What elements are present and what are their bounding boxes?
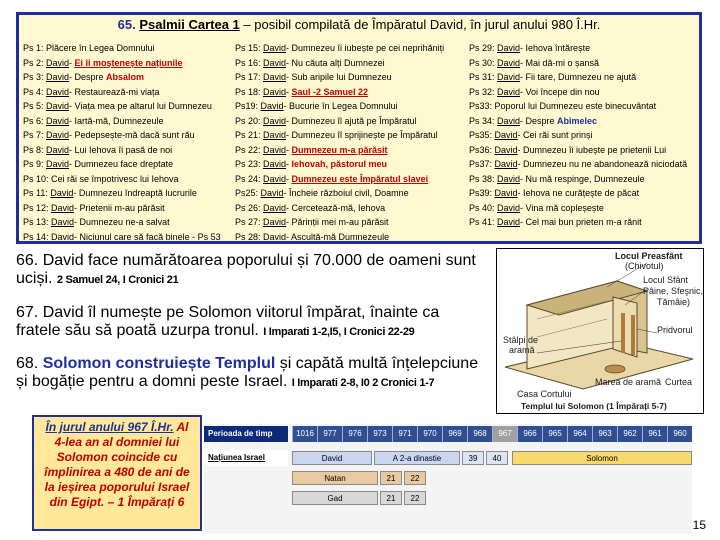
timeline-year: 965	[542, 426, 567, 442]
psalm-author: David	[263, 57, 287, 68]
timeline-row	[204, 490, 692, 506]
timeline-segment: 22	[404, 491, 426, 505]
psalm-author: David	[263, 231, 287, 242]
label-porch: Pridvorul	[657, 325, 693, 335]
psalm-number: Ps 12:	[23, 202, 52, 213]
psalm-number: Ps 17:	[235, 72, 264, 82]
psalm-line	[235, 230, 444, 245]
timeline-year: 970	[417, 426, 442, 442]
psalm-author: David	[46, 101, 70, 111]
label-holy-place: Locul Sfânt	[643, 275, 689, 285]
psalm-number: Ps 28:	[235, 231, 264, 242]
psalm-highlight: Ps 53	[197, 231, 221, 242]
psalm-number: Ps 11:	[23, 188, 51, 198]
psalm-number: Ps 29:	[469, 43, 498, 53]
psalms-title	[19, 17, 699, 32]
point-68-highlight: Solomon construiește Templul	[42, 355, 276, 372]
psalm-author: David	[260, 188, 284, 198]
psalm-line	[469, 99, 687, 114]
psalm-number: Ps 26:	[235, 202, 264, 213]
psalm-line	[23, 172, 221, 187]
psalm-author: David	[263, 144, 287, 155]
psalm-line	[235, 186, 444, 201]
timeline-year: 966	[517, 426, 542, 442]
page-number: 15	[692, 518, 706, 532]
psalm-line	[235, 56, 444, 71]
psalm-number: Ps36:	[469, 144, 495, 155]
psalm-author: David	[46, 144, 70, 155]
psalm-author: David	[263, 86, 287, 97]
label-ark: (Chivotul)	[625, 261, 664, 271]
psalm-line	[235, 70, 444, 85]
timeline-segment: 21	[380, 491, 402, 505]
psalm-desc: - Iartă-mă, Dumnezeule	[69, 115, 164, 126]
psalm-desc: - Despre	[520, 115, 558, 126]
point-67-ref: I Imparati 1-2,I5, I Cronici 22-29	[263, 326, 415, 338]
psalm-line	[469, 157, 687, 172]
psalm-desc: - Dumnezeu îndreaptă lucrurile	[73, 188, 197, 198]
label-bronze: aramă	[509, 345, 535, 355]
psalm-number: Ps 22:	[235, 144, 264, 155]
psalms-column-1	[23, 41, 221, 244]
psalm-author: David	[497, 72, 521, 82]
psalm-desc: - Pedepsește-mă dacă sunt rău	[69, 130, 195, 140]
psalm-author: David	[497, 57, 521, 68]
psalm-line	[23, 41, 221, 56]
psalm-line	[469, 70, 687, 85]
psalm-author: David	[497, 202, 521, 213]
psalm-line	[235, 143, 444, 158]
book-subtitle: – posibil compilată de Împăratul David, în jurul anului 980 Î.Hr.	[243, 17, 601, 32]
psalm-highlight: Abimelec	[557, 115, 598, 126]
psalm-author: David	[46, 57, 70, 68]
psalm-desc: - Dumnezeu îi iubește pe cei neprihăniți	[286, 43, 445, 53]
psalm-number: Ps 34:	[469, 115, 498, 126]
psalm-author: David	[51, 231, 75, 242]
psalm-line	[469, 128, 687, 143]
psalm-number: Ps 8:	[23, 144, 47, 155]
psalm-highlight: Dumnezeu m-a părăsit	[291, 144, 388, 155]
psalm-number: Ps25:	[235, 188, 261, 198]
psalm-number: Ps 6:	[23, 115, 47, 126]
psalm-line	[23, 215, 221, 230]
psalm-author: David	[497, 217, 521, 227]
psalm-desc: - Ascultă-mă Dumnezeule	[286, 231, 390, 242]
timeline-row-label: Națiunea Israel	[204, 450, 288, 466]
psalms-column-3	[469, 41, 687, 230]
psalm-author: David	[263, 217, 287, 227]
psalm-line	[23, 186, 221, 201]
psalm-desc: - Sub aripile lui Dumnezeu	[286, 72, 392, 82]
point-66-text: 66. David face numărătoarea poporului și 70.000 de oameni sunt uciși.	[16, 252, 476, 287]
label-pillars: Stâlpi de	[503, 335, 539, 345]
psalm-author: David	[263, 173, 287, 184]
timeline-segment: A 2-a dinastie	[374, 451, 460, 465]
psalm-desc: - Viața mea pe altarul lui Dumnezeu	[69, 101, 212, 111]
timeline-year: 971	[392, 426, 417, 442]
psalm-number: Ps 41:	[469, 217, 498, 227]
psalm-line	[235, 172, 444, 187]
point-68-ref: I Imparati 2-8, I0 2 Cronici 1-7	[291, 377, 435, 389]
psalm-line	[235, 85, 444, 100]
psalm-desc: -	[286, 159, 292, 169]
point-68-prefix: 68.	[16, 355, 43, 372]
timeline-year: 963	[592, 426, 617, 442]
psalm-line	[469, 172, 687, 187]
psalm-desc: - Încheie războiul civil, Doamne	[283, 188, 409, 198]
timeline-year: 973	[367, 426, 392, 442]
psalm-desc: - Dumnezeu îl ajută pe Împăratul	[286, 115, 417, 126]
psalm-number: Ps33: Poporul lui Dumnezeu este binecuvântat	[469, 101, 657, 111]
temple-diagram	[496, 248, 704, 414]
psalms-column-2	[235, 41, 444, 244]
psalm-desc: - Vina mă copleșește	[520, 202, 604, 213]
psalm-number: Ps 16:	[235, 57, 264, 68]
psalm-author: David	[263, 159, 287, 169]
psalm-desc: - Dumnezeu nu ne abandonează niciodată	[517, 159, 688, 169]
point-68	[16, 355, 488, 392]
psalm-desc: - Cercetează-mă, Iehova	[286, 202, 386, 213]
timeline-year: 977	[317, 426, 342, 442]
psalm-highlight: Saul -2 Samuel 22	[291, 86, 369, 97]
psalm-line	[469, 143, 687, 158]
point-67	[16, 304, 488, 341]
psalm-line	[469, 41, 687, 56]
psalm-author: David	[46, 130, 70, 140]
psalm-line	[23, 157, 221, 172]
psalm-highlight: Iehovah, păstorul meu	[291, 159, 388, 169]
psalm-line	[23, 143, 221, 158]
psalm-author: David	[46, 86, 70, 97]
psalm-author: David	[263, 72, 287, 82]
psalm-desc: - Dumnezeu îi iubește pe prietenii Lui	[517, 144, 667, 155]
timeline-segment: 22	[404, 471, 426, 485]
psalm-desc: -	[286, 173, 292, 184]
psalm-author: David	[494, 159, 518, 169]
psalm-desc: -	[69, 57, 75, 68]
psalm-line	[469, 201, 687, 216]
psalm-desc: - Părinții mei m-au părăsit	[286, 217, 389, 227]
psalm-author: David	[497, 115, 521, 126]
psalm-desc: - Nu căuta alți Dumnezei	[286, 57, 385, 68]
psalm-number: Ps35:	[469, 130, 495, 140]
psalm-line	[23, 114, 221, 129]
timeline-segment: Gad	[292, 491, 378, 505]
timeline-row	[204, 470, 692, 486]
psalm-desc: - Dumnezeu ne-a salvat	[74, 217, 170, 227]
psalm-desc: - Bucurie în Legea Domnului	[283, 101, 398, 111]
psalm-author: David	[494, 188, 518, 198]
psalm-line	[23, 230, 221, 245]
timeline-year: 967	[492, 426, 517, 442]
psalm-desc: - Prietenii m-au părăsit	[74, 202, 165, 213]
psalm-author: David	[497, 43, 521, 53]
psalm-desc: - Iehova ne curățește de păcat	[517, 188, 640, 198]
psalm-desc: - Fii tare, Dumnezeu ne ajută	[520, 72, 637, 82]
label-tent-house: Casa Cortului	[517, 389, 572, 399]
psalm-number: Ps 5:	[23, 101, 47, 111]
psalm-line	[23, 85, 221, 100]
psalm-number: Ps 27:	[235, 217, 264, 227]
psalm-number: Ps 15:	[235, 43, 264, 53]
psalm-line	[469, 215, 687, 230]
psalm-number: Ps 1: Plăcere în Legea Domnului	[23, 43, 155, 53]
psalm-desc: - Cel mai bun prieten m-a rănit	[520, 217, 642, 227]
psalm-line	[469, 114, 687, 129]
point-67-text: 67. David îl numește pe Solomon viitorul împărat, înainte ca fratele său să poată uzurpa tronul.	[16, 304, 440, 339]
temple-caption: Templul lui Solomon (1 Împărați 5-7)	[521, 401, 667, 411]
psalms-summary-box	[16, 12, 702, 244]
point-66	[16, 252, 488, 289]
timeline-row	[204, 450, 692, 466]
psalm-line	[23, 56, 221, 71]
psalm-desc: - Despre	[69, 72, 107, 82]
psalm-desc: - Dumnezeu face dreptate	[69, 159, 174, 169]
psalm-number: Ps 23:	[235, 159, 264, 169]
psalm-number: Ps39:	[469, 188, 495, 198]
label-court: Curtea	[665, 377, 693, 387]
psalm-line	[469, 85, 687, 100]
timeline-year: 961	[642, 426, 667, 442]
psalm-line	[469, 56, 687, 71]
psalm-desc: -	[286, 86, 292, 97]
note-body: Al 4-lea an al domniei lui Solomon coincide cu împlinirea a 480 de ani de la ieșirea poporului Israel din Egipt. – 1 Împărați 6	[44, 420, 190, 509]
timeline-year: 1016	[292, 426, 317, 442]
section-number: 65.	[117, 17, 136, 32]
psalm-desc: - Nu mă respinge, Dumnezeule	[520, 173, 645, 184]
psalm-author: David	[263, 43, 287, 53]
psalm-author: David	[50, 188, 74, 198]
psalm-number: Ps 14:	[23, 231, 52, 242]
psalm-line	[23, 201, 221, 216]
psalm-author: David	[494, 130, 518, 140]
psalm-line	[23, 70, 221, 85]
psalm-author: David	[46, 115, 70, 126]
psalm-highlight: Ei îi moştenește națiunile	[74, 57, 183, 68]
psalm-line	[235, 41, 444, 56]
timeline-year: 976	[342, 426, 367, 442]
timeline-year: 964	[567, 426, 592, 442]
psalm-number: Ps 38:	[469, 173, 498, 184]
psalm-author: David	[46, 72, 70, 82]
psalm-line	[23, 99, 221, 114]
psalm-desc: - Niciunul care să facă binele -	[74, 231, 198, 242]
psalm-number: Ps 4:	[23, 86, 47, 97]
timeline-segment: David	[292, 451, 372, 465]
psalm-author: David	[51, 217, 75, 227]
psalm-number: Ps 9:	[23, 159, 47, 169]
label-incense: Tămâie)	[657, 297, 691, 307]
psalm-author: David	[494, 144, 518, 155]
psalm-desc: -	[286, 144, 292, 155]
psalm-author: David	[263, 202, 287, 213]
psalm-author: David	[260, 101, 284, 111]
book-title: Psalmii Cartea 1	[139, 17, 240, 32]
psalm-line	[235, 215, 444, 230]
psalm-line	[235, 128, 444, 143]
psalm-number: Ps 13:	[23, 217, 52, 227]
psalm-author: David	[263, 115, 287, 126]
timeline-year: 960	[667, 426, 692, 442]
psalm-author: David	[46, 159, 70, 169]
label-bread: Pâine, Sfeşnic,	[643, 286, 704, 296]
psalm-number: Ps 40:	[469, 202, 498, 213]
timeline-segment: Natan	[292, 471, 378, 485]
psalm-number: Ps19:	[235, 101, 261, 111]
psalm-highlight: Dumnezeu este Împăratul slavei	[291, 173, 429, 184]
timeline-year: 962	[617, 426, 642, 442]
point-66-ref: 2 Samuel 24, I Cronici 21	[56, 274, 179, 286]
psalm-desc: - Cei răi sunt prinși	[517, 130, 593, 140]
psalm-line	[469, 186, 687, 201]
psalm-author: David	[497, 86, 521, 97]
psalm-desc: - Iehova întărește	[520, 43, 591, 53]
psalm-line	[235, 201, 444, 216]
note-lead: În jurul anului 967 Î.Hr.	[45, 420, 174, 434]
psalm-author: David	[263, 130, 287, 140]
psalm-line	[235, 114, 444, 129]
psalm-line	[235, 157, 444, 172]
psalm-line	[235, 99, 444, 114]
psalm-number: Ps 3:	[23, 72, 47, 82]
point-68-text: și capătă multă înțelepciune și bogăție pentru a domni peste Israel.	[16, 355, 479, 390]
psalm-number: Ps 32:	[469, 86, 498, 97]
psalm-number: Ps37:	[469, 159, 495, 169]
label-bronze-sea: Marea de aramă	[595, 377, 662, 387]
psalm-number: Ps 21:	[235, 130, 264, 140]
psalm-number: Ps 2:	[23, 57, 47, 68]
psalm-desc: - Voi începe din nou	[520, 86, 600, 97]
psalm-desc: - Lui Iehova îi pasă de noi	[69, 144, 173, 155]
psalm-desc: - Restaurează-mi viața	[69, 86, 160, 97]
psalm-number: Ps 31:	[469, 72, 498, 82]
psalm-number: Ps 18:	[235, 86, 264, 97]
timeline-period-label: Perioada de timp	[204, 426, 288, 442]
psalm-desc: - Dumnezeu îl sprijinește pe Împăratul	[286, 130, 438, 140]
label-holy-of-holies: Locul Preasfânt	[615, 251, 683, 261]
timeline-table	[204, 424, 692, 534]
timeline-segment: 39	[462, 451, 484, 465]
psalm-number: Ps 10: Cei răi se împotrivesc lui Iehova	[23, 173, 179, 184]
timeline-year: 968	[467, 426, 492, 442]
psalm-author: David	[497, 173, 521, 184]
psalm-author: David	[51, 202, 75, 213]
psalm-desc: - Mai dă-mi o șansă	[520, 57, 600, 68]
timeline-segment: Solomon	[512, 451, 692, 465]
psalm-number: Ps 30:	[469, 57, 498, 68]
note-box	[32, 415, 202, 531]
timeline-segment: 21	[380, 471, 402, 485]
timeline-segment: 40	[486, 451, 508, 465]
psalm-number: Ps 24:	[235, 173, 264, 184]
psalm-highlight: Absalom	[106, 72, 145, 82]
psalm-line	[23, 128, 221, 143]
psalm-number: Ps 20:	[235, 115, 264, 126]
timeline-year: 969	[442, 426, 467, 442]
psalm-number: Ps 7:	[23, 130, 47, 140]
